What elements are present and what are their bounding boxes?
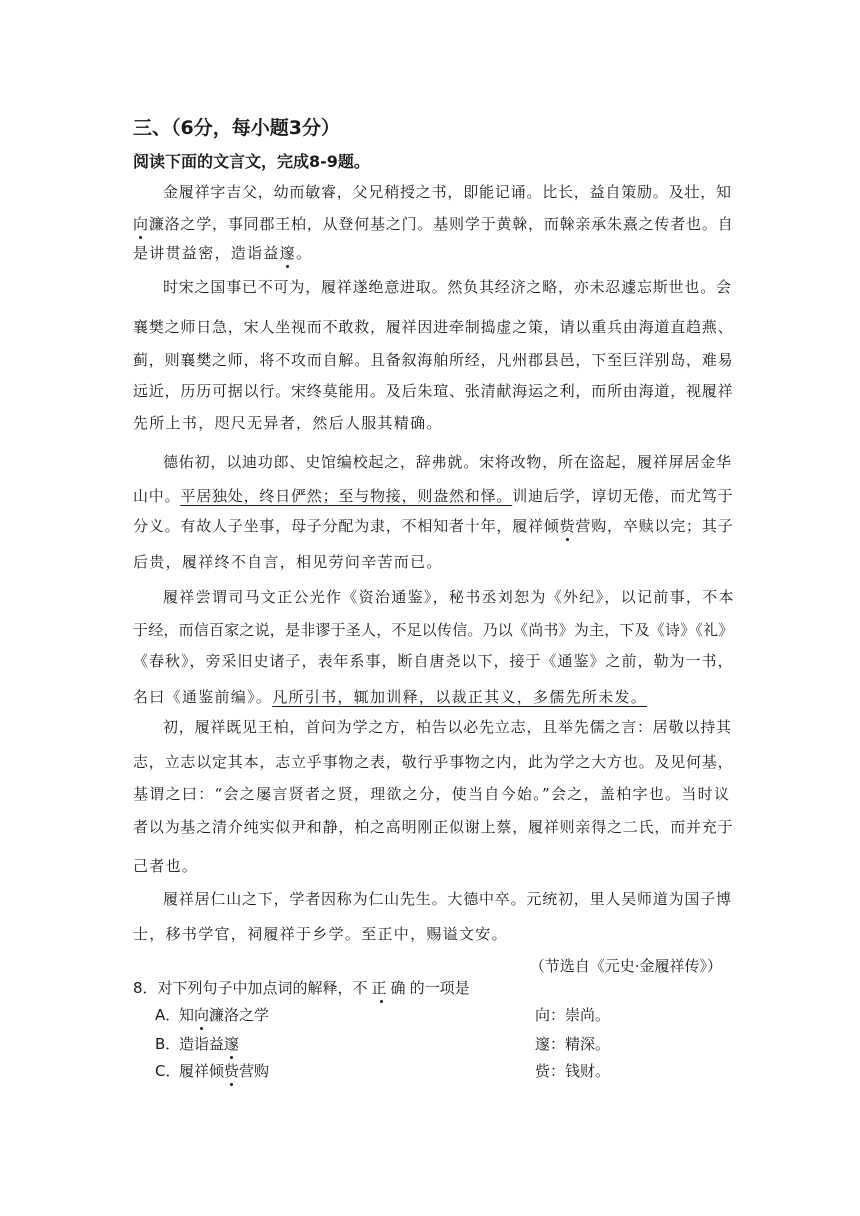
passage-line: 履祥尝谓司马文正公光作《资治通鉴》，秘书丞刘恕为《外纪》，以记前事，不本 [163, 588, 735, 606]
passage-line: 《春秋》，旁采旧史诸子，表年系事，断自唐尧以下，接于《通鉴》之前，勒为一书， [133, 652, 734, 670]
dotted-word: 赀 [559, 517, 576, 535]
passage-line: 金履祥字吉父，幼而敏睿，父兄稍授之书，即能记诵。比长，益自策励。及壮，知 [163, 183, 732, 201]
passage-line: 时宋之国事已不可为，履祥遂绝意进取。然负其经济之略，亦未忍遽忘斯世也。会 [163, 278, 732, 296]
passage-line: 向濂洛之学，事同郡王柏，从登何基之门。基则学于黄榦，而榦亲承朱熹之传者也。自 [133, 215, 734, 233]
passage-line: 士，移书学官，祠履祥于乡学。至正中，赐谥文安。 [133, 925, 508, 943]
option-b-gloss: 邃：精深。 [535, 1035, 611, 1053]
passage-line: 基谓之曰：“会之屡言贤者之贤，理欲之分，使当自今始。”会之，盖柏字也。当时议 [133, 785, 731, 803]
option-c-gloss: 赀：钱财。 [535, 1062, 611, 1080]
passage-line: 者以为基之清介纯实似尹和静，柏之高明刚正似谢上蔡，履祥则亲得之二氏，而并充于 [133, 818, 734, 836]
passage-line: 是讲贯益密，造诣益邃。 [133, 244, 313, 262]
passage-line: 后贵，履祥终不自言，相见劳问辛苦而已。 [133, 553, 443, 571]
passage-line: 襄樊之师日急，宋人坐视而不敢救，履祥因进牵制捣虚之策，请以重兵由海道直趋燕、 [133, 318, 734, 336]
dotted-word: 赀 [224, 1062, 240, 1080]
passage-line: 分义。有故人子坐事，母子分配为隶，不相知者十年，履祥倾赀营购，卒赎以完；其子 [133, 517, 734, 535]
question-8-stem: 8．对下列句子中加点词的解释，不正确的一项是 [133, 979, 470, 997]
passage-line: 于经，而信百家之说，是非谬于圣人，不足以传信。乃以《尚书》为主，下及《诗》《礼》 [133, 621, 734, 639]
passage-line: 先所上书，咫尺无异者，然后人服其精确。 [133, 414, 443, 432]
option-a-gloss: 向：崇尚。 [535, 1006, 611, 1024]
option-b: B．造诣益邃 [155, 1035, 240, 1053]
passage-line: 履祥居仁山之下，学者因称为仁山先生。大德中卒。元统初，里人吴师道为国子博 [163, 890, 732, 908]
passage-line: 德佑初，以迪功郎、史馆编校起之，辞弗就。宋将改物，所在盗起，履祥屏居金华 [163, 453, 732, 471]
underlined-sentence: 平居独处，终日俨然；至与物接，则盎然和怿。 [180, 487, 513, 505]
dotted-word: 不正确 [352, 979, 410, 997]
passage-line: 蓟，则襄樊之师，将不攻而自解。且备叙海舶所经，凡州郡县邑，下至巨洋别岛，难易 [133, 351, 734, 369]
section-title: 三、（6分，每小题3分） [133, 117, 340, 139]
option-a: A．知向濂洛之学 [155, 1006, 270, 1024]
passage-line: 初，履祥既见王柏，首问为学之方，柏告以必先立志，且举先儒之言：居敬以持其 [163, 718, 732, 736]
option-c: C．履祥倾赀营购 [155, 1062, 270, 1080]
dotted-word: 邃 [279, 244, 297, 262]
underlined-sentence: 凡所引书，辄加训释，以裁正其义，多儒先所未发。 [272, 688, 648, 706]
passage-line: 志，立志以定其本，志立乎事物之表，敬行乎事物之内，此为学之大方也。及见何基， [133, 753, 734, 771]
dotted-word: 邃 [224, 1035, 240, 1053]
passage-line: 远近，历历可据以行。宋终莫能用。及后朱瑄、张清献海运之利，而所由海道，视履祥 [133, 382, 734, 400]
passage-line: 山中。平居独处，终日俨然；至与物接，则盎然和怿。训迪后学，谆切无倦，而尤笃于 [133, 487, 734, 505]
dotted-word: 向 [133, 215, 149, 233]
instruction: 阅读下面的文言文，完成8-9题。 [133, 152, 370, 171]
passage-line: 己者也。 [133, 857, 199, 875]
source-citation: （节选自《元史·金履祥传》） [529, 957, 722, 975]
dotted-word: 向 [194, 1006, 210, 1024]
passage-line: 名曰《通鉴前编》。凡所引书，辄加训释，以裁正其义，多儒先所未发。 [133, 688, 648, 706]
